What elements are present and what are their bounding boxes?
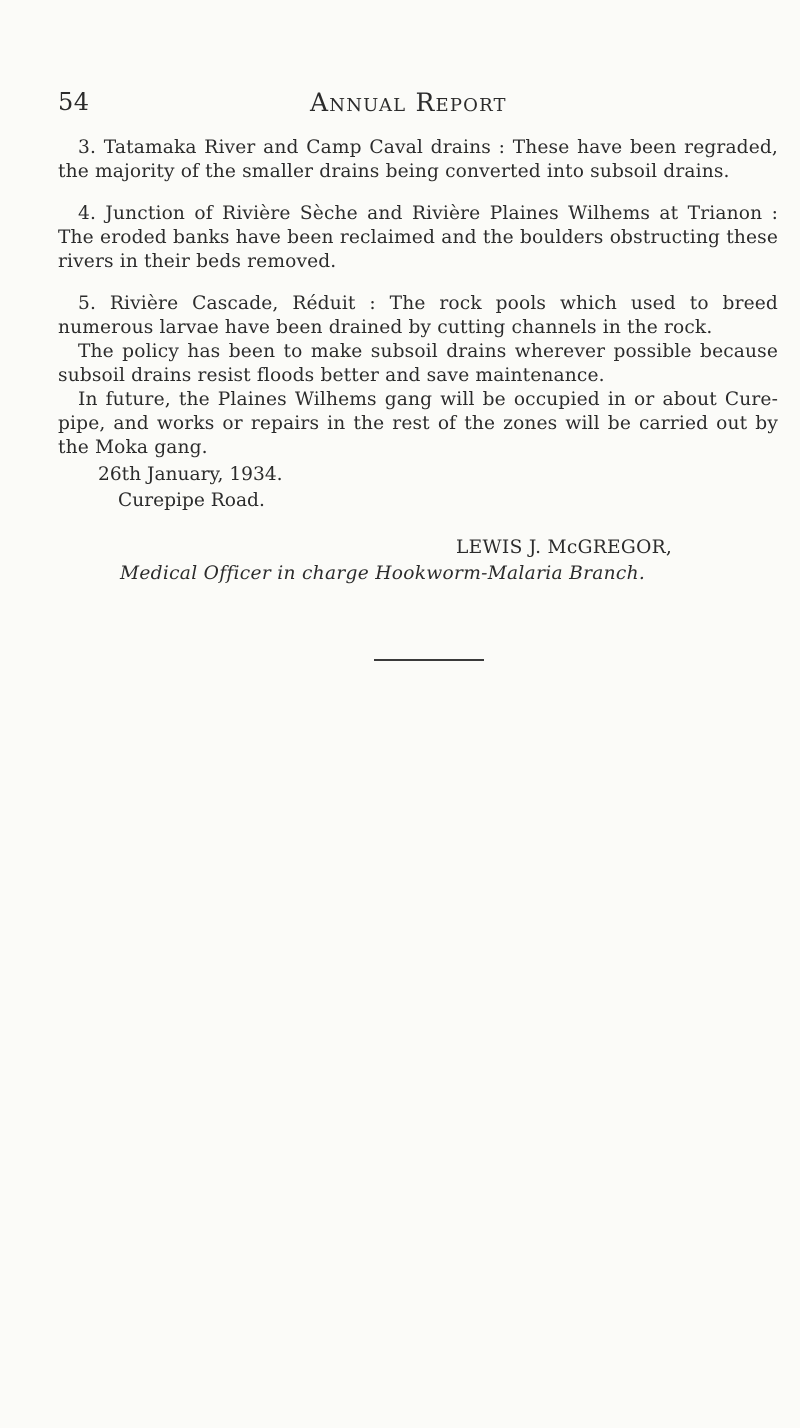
running-title: Annual Report: [310, 88, 507, 117]
paragraph-item-3: 3. Tatamaka River and Camp Caval drains : These have been regraded, the majority of the smaller drains being converted into subsoil drains.: [58, 137, 778, 182]
paragraph-item-5: 5. Rivière Cascade, Réduit : The rock pools which used to breed numerous larvae have been drained by cutting channels in the rock.: [58, 293, 778, 338]
letter-date: 26th January, 1934.: [98, 464, 283, 485]
date-block: [98, 462, 283, 514]
paragraph-future: In future, the Plaines Wilhems gang will be occupied in or about Cure- pipe, and works or repairs in the rest of the zones will be carried out by the Moka gang.: [58, 389, 778, 458]
paragraph-policy: The policy has been to make subsoil drains wherever possible because subsoil drains resist floods better and save maintenance.: [58, 341, 778, 386]
page-header: [58, 88, 742, 124]
body-text: [58, 136, 778, 460]
section-divider: [374, 659, 484, 661]
page-number: 54: [58, 88, 90, 116]
letter-place: Curepipe Road.: [118, 490, 265, 511]
signatory-name: LEWIS J. McGREGOR,: [456, 537, 673, 558]
signature-block: [120, 535, 778, 587]
signatory-title: Medical Officer in charge Hookworm-Malaria Branch.: [120, 563, 646, 584]
paragraph-item-4: 4. Junction of Rivière Sèche and Rivière Plaines Wilhems at Trianon : The eroded banks have been reclaimed and the boulders obstructing these rivers in their beds removed.: [58, 203, 778, 272]
